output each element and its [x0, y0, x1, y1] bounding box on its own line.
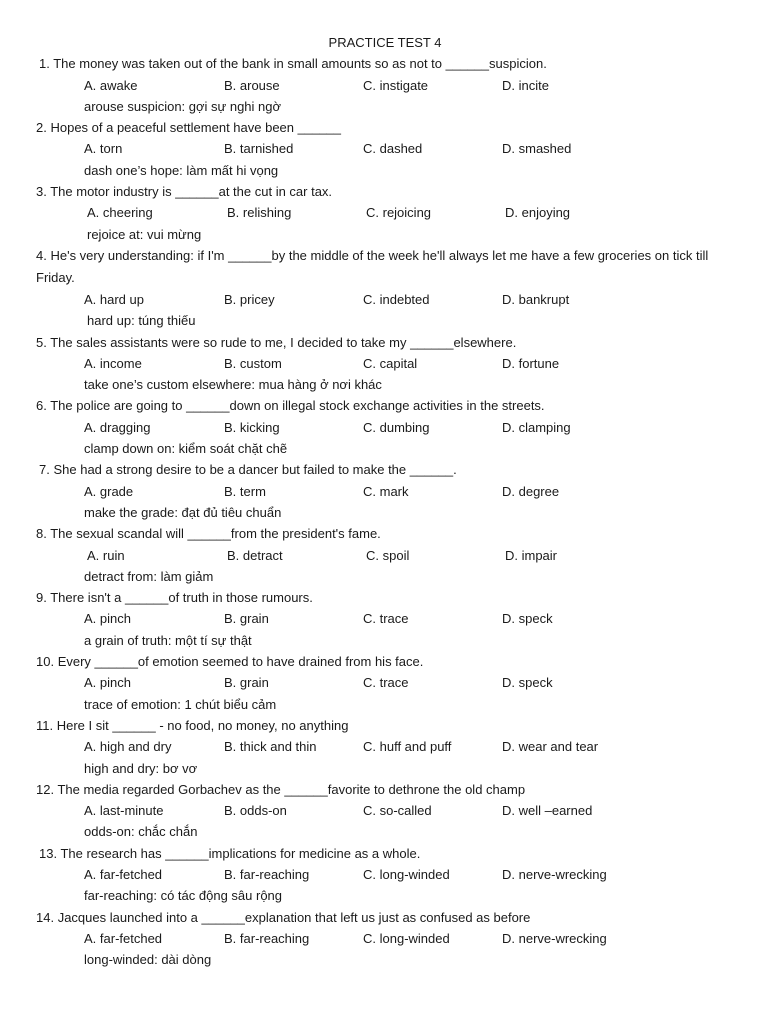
option-b: B. detract	[227, 547, 283, 563]
answer-options	[0, 138, 768, 159]
option-b: B. relishing	[227, 205, 292, 221]
question-block	[0, 245, 768, 332]
question-number: 9.	[36, 590, 47, 606]
question-block	[0, 715, 768, 779]
option-c: C. trace	[363, 675, 409, 691]
question-number: 6.	[36, 398, 47, 414]
answer-note: odds-on: chắc chắn	[84, 824, 198, 840]
question-text	[0, 53, 768, 74]
option-c: C. so-called	[363, 803, 432, 819]
option-d: D. well –earned	[502, 803, 593, 819]
option-d: D. clamping	[502, 419, 571, 435]
question-stem: The sales assistants were so rude to me, I decided to take my ______elsewhere.	[50, 334, 517, 350]
answer-note: far-reaching: có tác động sâu rộng	[84, 888, 283, 904]
question-text	[0, 181, 768, 202]
question-block	[0, 523, 768, 587]
option-d: D. nerve-wrecking	[502, 930, 607, 946]
option-d: D. wear and tear	[502, 739, 599, 755]
question-text	[0, 779, 768, 800]
document-page	[0, 32, 768, 970]
option-d: D. smashed	[502, 141, 572, 157]
option-d: D. bankrupt	[502, 291, 570, 307]
option-c: C. indebted	[363, 291, 430, 307]
question-list	[0, 53, 768, 970]
answer-options	[0, 289, 768, 310]
answer-note: dash one’s hope: làm mất hi vọng	[84, 162, 279, 178]
question-block	[0, 907, 768, 971]
answer-options	[0, 800, 768, 821]
answer-note: high and dry: bơ vơ	[84, 760, 198, 776]
option-c: C. long-winded	[363, 866, 450, 882]
option-a: A. grade	[84, 483, 134, 499]
question-number: 4.	[36, 247, 47, 263]
option-a: A. pinch	[84, 611, 131, 627]
question-stem: She had a strong desire to be a dancer but failed to make the ______.	[53, 462, 457, 478]
question-text	[0, 395, 768, 416]
option-a: A. torn	[84, 141, 123, 157]
question-block	[0, 651, 768, 715]
option-c: C. huff and puff	[363, 739, 452, 755]
option-b: B. grain	[224, 611, 269, 627]
question-number: 1.	[39, 56, 50, 72]
option-d: D. speck	[502, 611, 553, 627]
option-d: D. nerve-wrecking	[502, 866, 607, 882]
question-stem: The money was taken out of the bank in small amounts so as not to ______suspicion.	[53, 56, 547, 72]
option-a: A. far-fetched	[84, 866, 163, 882]
question-block	[0, 395, 768, 459]
answer-options	[0, 864, 768, 885]
answer-options	[0, 481, 768, 502]
question-number: 10.	[36, 654, 55, 670]
answer-note: trace of emotion: 1 chút biểu cảm	[84, 696, 277, 712]
question-block	[0, 587, 768, 651]
option-b: B. term	[224, 483, 266, 499]
option-d: D. impair	[505, 547, 558, 563]
question-text	[0, 459, 768, 480]
answer-options	[0, 608, 768, 629]
question-text	[0, 117, 768, 138]
answer-options	[0, 672, 768, 693]
question-text	[0, 715, 768, 736]
option-b: B. odds-on	[224, 803, 287, 819]
question-block	[0, 843, 768, 907]
question-number: 12.	[36, 781, 55, 797]
answer-options	[0, 417, 768, 438]
question-stem: The sexual scandal will ______from the president's fame.	[50, 526, 381, 542]
option-a: A. cheering	[87, 205, 153, 221]
option-a: A. high and dry	[84, 739, 172, 755]
option-c: C. mark	[363, 483, 409, 499]
option-c: C. dumbing	[363, 419, 430, 435]
question-number: 11.	[36, 717, 54, 733]
option-b: B. pricey	[224, 291, 275, 307]
option-a: A. hard up	[84, 291, 144, 307]
answer-options	[0, 736, 768, 757]
answer-note: long-winded: dài dòng	[84, 952, 212, 968]
option-b: B. far-reaching	[224, 930, 310, 946]
option-a: A. pinch	[84, 675, 131, 691]
question-stem: The media regarded Gorbachev as the ______favorite to dethrone the old champ	[57, 781, 526, 797]
option-b: B. tarnished	[224, 141, 294, 157]
option-b: B. custom	[224, 355, 282, 371]
question-stem: The research has ______implications for medicine as a whole.	[60, 845, 421, 861]
question-number: 2.	[36, 120, 47, 136]
answer-note: take one’s custom elsewhere: mua hàng ở nơi khác	[84, 377, 382, 393]
question-number: 5.	[36, 334, 47, 350]
question-block	[0, 53, 768, 117]
answer-note: hard up: túng thiếu	[87, 313, 196, 329]
question-number: 14.	[36, 909, 55, 925]
answer-options	[0, 928, 768, 949]
question-number: 7.	[39, 462, 50, 478]
answer-note: rejoice at: vui mừng	[87, 226, 202, 242]
question-number: 13.	[39, 845, 58, 861]
question-stem: Hopes of a peaceful settlement have been ______	[50, 120, 342, 136]
answer-options	[0, 353, 768, 374]
question-text	[0, 587, 768, 608]
question-number: 3.	[36, 184, 47, 200]
option-b: B. far-reaching	[224, 866, 310, 882]
question-block	[0, 117, 768, 181]
option-d: D. speck	[502, 675, 553, 691]
question-text	[0, 651, 768, 672]
option-b: B. grain	[224, 675, 269, 691]
option-c: C. spoil	[366, 547, 410, 563]
answer-note: clamp down on: kiểm soát chặt chẽ	[84, 441, 288, 457]
answer-options	[0, 202, 768, 223]
question-stem: Jacques launched into a ______explanation that left us just as confused as before	[57, 909, 531, 925]
option-a: A. ruin	[87, 547, 125, 563]
question-stem: There isn't a ______of truth in those rumours.	[50, 590, 313, 606]
answer-options	[0, 545, 768, 566]
question-stem: The police are going to ______down on illegal stock exchange activities in the streets.	[50, 398, 545, 414]
question-text	[0, 523, 768, 544]
option-c: C. rejoicing	[366, 205, 432, 221]
option-d: D. enjoying	[505, 205, 571, 221]
option-c: C. instigate	[363, 77, 429, 93]
option-a: A. last-minute	[84, 803, 164, 819]
option-d: D. fortune	[502, 355, 560, 371]
option-a: A. dragging	[84, 419, 151, 435]
answer-note: arouse suspicion: gợi sự nghi ngờ	[84, 98, 282, 114]
answer-options	[0, 75, 768, 96]
question-text	[0, 843, 768, 864]
question-block	[0, 459, 768, 523]
page-title: PRACTICE TEST 4	[328, 35, 442, 50]
answer-note: detract from: làm giảm	[84, 568, 214, 584]
question-text	[0, 245, 768, 289]
option-c: C. dashed	[363, 141, 423, 157]
question-number: 8.	[36, 526, 47, 542]
question-block	[0, 181, 768, 245]
option-b: B. arouse	[224, 77, 280, 93]
option-b: B. kicking	[224, 419, 280, 435]
option-b: B. thick and thin	[224, 739, 317, 755]
option-a: A. income	[84, 355, 142, 371]
option-c: C. long-winded	[363, 930, 450, 946]
option-c: C. trace	[363, 611, 409, 627]
answer-note: a grain of truth: một tí sự thật	[84, 632, 252, 648]
question-stem: Every ______of emotion seemed to have drained from his face.	[57, 654, 424, 670]
option-c: C. capital	[363, 355, 418, 371]
question-stem: He's very understanding: if I'm ______by the middle of the week he'll always let me have a few groceries on tick till Friday.	[36, 247, 709, 285]
option-a: A. far-fetched	[84, 930, 163, 946]
question-stem: Here I sit ______ - no food, no money, no anything	[56, 717, 349, 733]
option-d: D. incite	[502, 77, 549, 93]
question-block	[0, 779, 768, 843]
question-stem: The motor industry is ______at the cut in car tax.	[50, 184, 333, 200]
option-a: A. awake	[84, 77, 138, 93]
option-d: D. degree	[502, 483, 560, 499]
question-text	[0, 907, 768, 928]
answer-note: make the grade: đạt đủ tiêu chuẩn	[84, 504, 282, 520]
question-text	[0, 332, 768, 353]
question-block	[0, 332, 768, 396]
